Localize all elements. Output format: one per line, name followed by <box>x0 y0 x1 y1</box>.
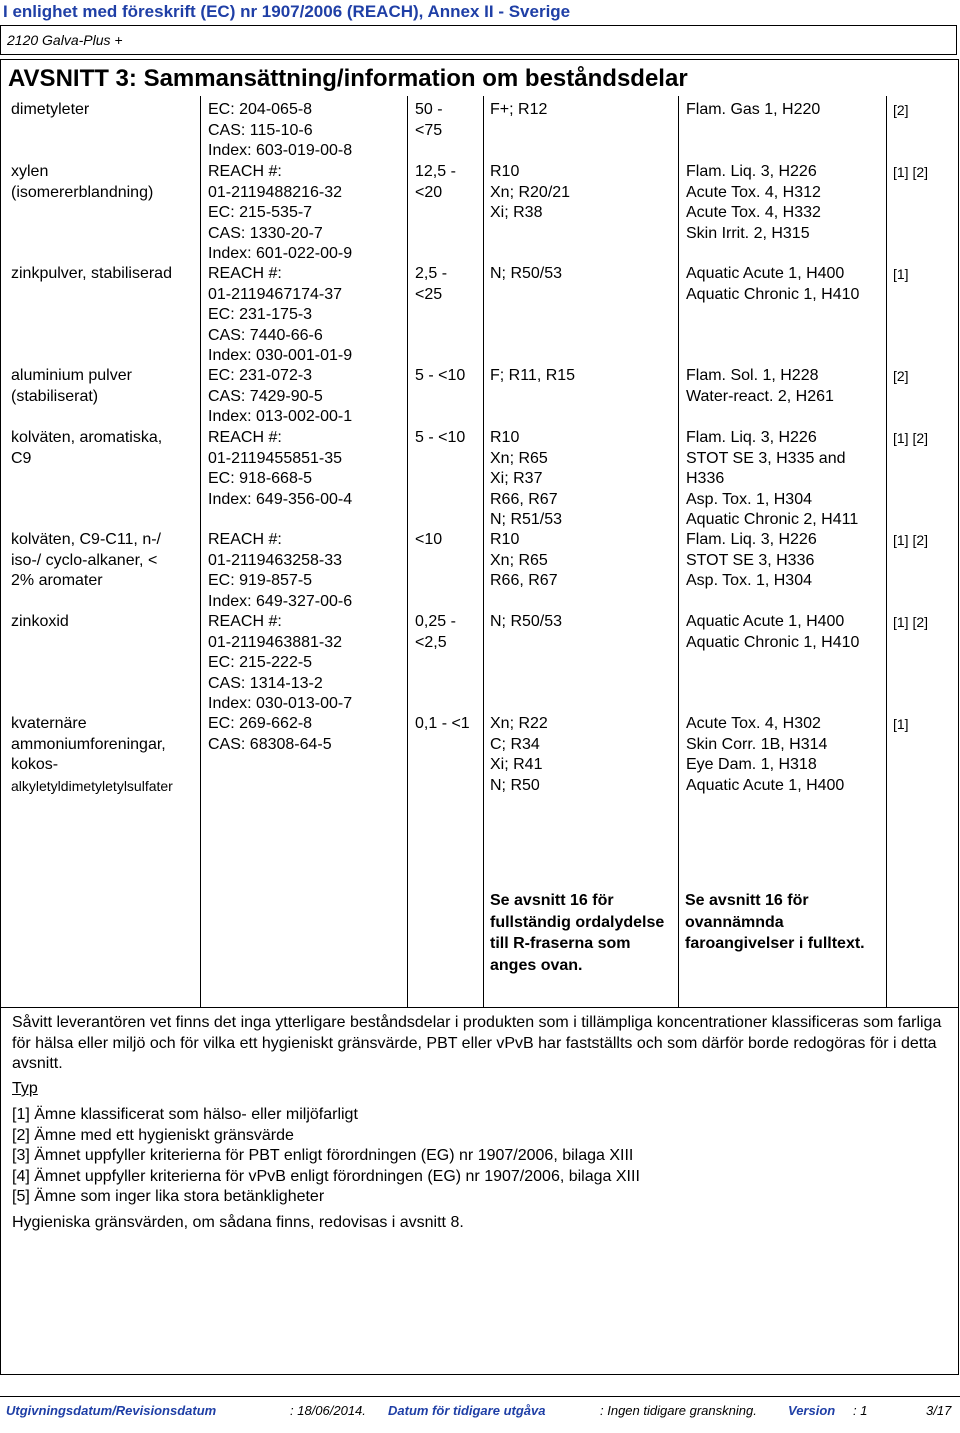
ingredient-name <box>11 612 69 633</box>
ingredient-r-phrases <box>490 100 547 121</box>
ingredient-r-phrases <box>490 530 558 592</box>
ingredient-r-phrases-line: R66, R67 <box>490 490 558 508</box>
ingredient-concentration-line: <25 <box>415 285 443 303</box>
ingredient-r-phrases <box>490 612 562 633</box>
ingredient-identifiers-line: 01-2119467174-37 <box>208 285 343 303</box>
ingredient-clp-classification-line: Aquatic Acute 1, H400 <box>686 776 845 794</box>
ingredient-r-phrases <box>490 366 575 387</box>
ingredient-type-ref: [1] <box>893 716 909 732</box>
ingredient-identifiers-line: CAS: 1330-20-7 <box>208 224 323 242</box>
ingredient-identifiers-line: EC: 215-535-7 <box>208 204 313 221</box>
page-number: 3/17 <box>926 1403 952 1418</box>
ingredient-identifiers <box>208 366 352 428</box>
ingredient-identifiers-line: REACH #: <box>208 429 282 446</box>
ingredient-identifiers-line: EC: 204-065-8 <box>208 101 313 118</box>
r-phrases-note: Se avsnitt 16 för fullständig ordalydelse till R-fraserna som anges ovan. <box>490 892 665 974</box>
column-divider <box>483 96 484 1008</box>
ingredient-concentration <box>415 162 456 203</box>
ingredient-identifiers-line: Index: 013-002-00-1 <box>208 408 353 425</box>
ingredient-clp-classification <box>686 428 858 531</box>
ingredient-concentration <box>415 428 465 449</box>
ingredient-concentration-line: 2,5 - <box>415 265 448 282</box>
ingredient-r-phrases-line: Xn; R20/21 <box>490 183 571 201</box>
ingredient-clp-classification-line: Skin Irrit. 2, H315 <box>686 224 810 242</box>
ingredient-identifiers-line: Index: 649-327-00-6 <box>208 592 353 610</box>
legend-item: [4] Ämnet uppfyller kriterierna för vPvB enligt förordningen (EG) nr 1907/2006, bilaga XIII <box>12 1167 640 1185</box>
ingredient-r-phrases-line: N; R50/53 <box>490 613 563 630</box>
ingredient-concentration <box>415 264 447 305</box>
table-bottom-line <box>0 1007 959 1008</box>
ingredient-name-line: kolväten, aromatiska, <box>11 429 163 446</box>
ingredient-r-phrases-line: Xn; R22 <box>490 715 548 732</box>
ingredient-r-phrases-line: Xn; R65 <box>490 551 548 569</box>
ingredient-identifiers-line: EC: 919-857-5 <box>208 572 313 589</box>
ingredient-name-line: (stabiliserat) <box>11 387 99 405</box>
ingredient-clp-classification-line: Acute Tox. 4, H332 <box>686 204 821 221</box>
ingredient-name <box>11 162 153 203</box>
ingredient-identifiers-line: REACH #: <box>208 265 282 282</box>
ingredient-identifiers-line: 01-2119488216-32 <box>208 183 343 201</box>
ingredient-name-line: 2% aromater <box>11 572 103 589</box>
ingredient-r-phrases-line: Xi; R38 <box>490 204 543 221</box>
ingredient-identifiers-line: Index: 603-019-00-8 <box>208 142 353 159</box>
ingredient-r-phrases-line: C; R34 <box>490 735 540 753</box>
document-header-title: I enlighet med föreskrift (EC) nr 1907/2006 (REACH), Annex II - Sverige <box>3 2 571 21</box>
ingredient-clp-classification-line: Flam. Gas 1, H220 <box>686 101 821 118</box>
ingredient-clp-classification <box>686 714 844 796</box>
ingredient-clp-classification-line: Flam. Liq. 3, H226 <box>686 429 817 446</box>
ingredient-clp-classification <box>686 100 820 121</box>
ingredient-identifiers-line: Index: 030-013-00-7 <box>208 695 353 712</box>
ingredient-r-phrases-line: R10 <box>490 163 520 180</box>
ingredient-r-phrases <box>490 428 562 531</box>
exposure-limits-note: Hygieniska gränsvärden, om sådana finns, redovisas i avsnitt 8. <box>12 1214 464 1231</box>
ingredient-name-line: C9 <box>11 449 32 467</box>
ingredient-clp-classification <box>686 366 834 407</box>
legend-item: [2] Ämne med ett hygieniskt gränsvärde <box>12 1126 294 1144</box>
ingredient-identifiers-line: EC: 231-175-3 <box>208 306 313 323</box>
ingredient-concentration-line: 12,5 - <box>415 163 456 180</box>
previous-date-value: : Ingen tidigare granskning. <box>600 1403 757 1418</box>
ingredient-clp-classification-line: Asp. Tox. 1, H304 <box>686 572 812 589</box>
ingredient-identifiers-line: CAS: 68308-64-5 <box>208 735 332 753</box>
ingredient-identifiers <box>208 428 352 510</box>
ingredient-name-line: kolväten, C9-C11, n-/ <box>11 531 161 548</box>
ingredient-name-line: kokos- <box>11 756 59 773</box>
additional-ingredients-statement: Såvitt leverantören vet finns det inga ytterligare beståndsdelar i produkten som i tillämpliga koncentrationer klassificeras som farliga för hälsa eller miljö och för vilka ett hygieniskt gränsvärde, PBT eller vPvB har fastställts och som därför borde redogöras för i detta avsnitt. <box>12 1014 942 1072</box>
column-divider <box>200 96 201 1008</box>
ingredient-identifiers-line: CAS: 115-10-6 <box>208 121 313 139</box>
ingredient-identifiers-line: REACH #: <box>208 163 282 180</box>
ingredient-concentration-line: 0,25 - <box>415 613 456 630</box>
ingredient-concentration-line: 5 - <10 <box>415 367 466 384</box>
ingredient-name-line: xylen <box>11 163 49 180</box>
ingredient-type-ref: [1] <box>893 266 909 282</box>
ingredient-name <box>11 428 162 469</box>
ingredient-clp-classification <box>686 530 817 592</box>
ingredient-concentration-line: 0,1 - <1 <box>415 715 470 732</box>
ingredient-identifiers <box>208 612 352 715</box>
ingredient-r-phrases-line: F; R11, R15 <box>490 367 576 384</box>
ingredient-clp-classification-line: Water-react. 2, H261 <box>686 387 834 405</box>
legend-item: [1] Ämne klassificerat som hälso- eller miljöfarligt <box>12 1106 358 1123</box>
ingredient-r-phrases-line: N; R50 <box>490 776 540 794</box>
ingredient-name-line: iso-/ cyclo-alkaner, < <box>11 551 158 569</box>
ingredient-type-ref: [2] <box>893 368 909 384</box>
ingredient-clp-classification-line: Acute Tox. 4, H302 <box>686 715 821 732</box>
ingredient-clp-classification-line: Flam. Liq. 3, H226 <box>686 163 817 180</box>
ingredient-name-line: ammoniumforeningar, <box>11 735 166 753</box>
ingredient-clp-classification-line: STOT SE 3, H335 and <box>686 449 846 467</box>
ingredient-concentration <box>415 100 443 141</box>
ingredient-clp-classification-line: Aquatic Acute 1, H400 <box>686 613 845 630</box>
ingredient-identifiers-line: REACH #: <box>208 613 282 630</box>
ingredient-r-phrases <box>490 162 570 224</box>
ingredient-type-ref: [2] <box>893 102 909 118</box>
ingredient-identifiers-line: Index: 649-356-00-4 <box>208 490 353 508</box>
ingredient-concentration-line: 5 - <10 <box>415 429 466 446</box>
ingredient-r-phrases-line: R10 <box>490 531 520 548</box>
ingredient-identifiers-line: EC: 215-222-5 <box>208 654 313 671</box>
ingredient-r-phrases-line: Xi; R41 <box>490 756 543 773</box>
ingredient-name <box>11 366 132 407</box>
ingredient-identifiers-line: EC: 269-662-8 <box>208 715 313 732</box>
ingredient-name-line: kvaternäre <box>11 715 87 732</box>
ingredient-clp-classification-line: Asp. Tox. 1, H304 <box>686 490 812 508</box>
ingredient-name-line: (isomererblandning) <box>11 183 154 201</box>
ingredient-identifiers <box>208 714 332 755</box>
ingredient-identifiers <box>208 530 352 612</box>
ingredient-r-phrases-line: Xn; R65 <box>490 449 548 467</box>
ingredient-identifiers <box>208 162 352 265</box>
ingredient-concentration-line: <10 <box>415 531 443 548</box>
ingredient-name-line: aluminium pulver <box>11 367 132 384</box>
ingredient-concentration-line: <20 <box>415 183 443 201</box>
ingredient-name-line: zinkoxid <box>11 613 69 630</box>
ingredient-identifiers-line: EC: 231-072-3 <box>208 367 313 384</box>
ingredient-r-phrases-line: Xi; R37 <box>490 470 543 487</box>
ingredient-identifiers-line: Index: 601-022-00-9 <box>208 245 353 262</box>
ingredient-identifiers-line: 01-2119463258-33 <box>208 551 343 569</box>
ingredient-r-phrases <box>490 264 562 285</box>
ingredient-identifiers-line: 01-2119463881-32 <box>208 633 343 651</box>
ingredient-r-phrases-line: N; R51/53 <box>490 511 563 528</box>
legend-item: [3] Ämnet uppfyller kriterierna för PBT enligt förordningen (EG) nr 1907/2006, bilaga XIII <box>12 1147 634 1164</box>
previous-date-label: Datum för tidigare utgåva <box>388 1403 546 1418</box>
ingredient-clp-classification-line: Aquatic Chronic 1, H410 <box>686 285 860 303</box>
ingredient-type-ref: [1] [2] <box>893 532 929 548</box>
ingredient-identifiers <box>208 264 352 367</box>
ingredient-identifiers <box>208 100 352 162</box>
ingredient-r-phrases-line: R10 <box>490 429 520 446</box>
ingredient-clp-classification <box>686 162 821 244</box>
ingredient-identifiers-line: CAS: 1314-13-2 <box>208 674 323 692</box>
ingredient-concentration <box>415 714 470 735</box>
ingredient-concentration-line: <2,5 <box>415 633 447 651</box>
ingredient-type-ref: [1] [2] <box>893 164 929 180</box>
ingredient-concentration <box>415 366 465 387</box>
ingredient-identifiers-line: REACH #: <box>208 531 282 548</box>
ingredient-clp-classification-line: Flam. Liq. 3, H226 <box>686 531 817 548</box>
section-title: AVSNITT 3: Sammansättning/information om beståndsdelar <box>8 65 688 92</box>
page-footer <box>0 1396 960 1426</box>
hazard-statements-note: Se avsnitt 16 för ovannämnda faroangivelser i fulltext. <box>685 892 865 952</box>
ingredient-name <box>11 714 173 796</box>
type-legend-heading: Typ <box>12 1080 38 1097</box>
ingredient-identifiers-line: EC: 918-668-5 <box>208 470 313 487</box>
ingredient-clp-classification-line: Aquatic Chronic 2, H411 <box>686 511 859 528</box>
ingredient-name-line: alkyletyldimetyletylsulfater <box>11 777 173 794</box>
ingredient-concentration-line: 50 - <box>415 101 443 118</box>
ingredient-identifiers-line: CAS: 7429-90-5 <box>208 387 323 405</box>
ingredient-concentration <box>415 530 442 551</box>
ingredient-name <box>11 530 161 592</box>
issue-date-label: Utgivningsdatum/Revisionsdatum <box>6 1403 217 1418</box>
ingredient-name-line: zinkpulver, stabiliserad <box>11 265 172 282</box>
ingredient-r-phrases-line: R66, R67 <box>490 572 558 589</box>
type-legend <box>12 1105 947 1208</box>
ingredient-clp-classification-line: Eye Dam. 1, H318 <box>686 756 817 773</box>
ingredient-clp-classification-line: Aquatic Chronic 1, H410 <box>686 633 860 651</box>
ingredient-identifiers-line: 01-2119455851-35 <box>208 449 343 467</box>
ingredient-r-phrases-line: N; R50/53 <box>490 265 563 282</box>
column-divider <box>407 96 408 1008</box>
ingredient-r-phrases <box>490 714 548 796</box>
ingredient-identifiers-line: Index: 030-001-01-9 <box>208 347 353 364</box>
ingredient-clp-classification <box>686 264 859 305</box>
version-label: Version <box>788 1403 836 1418</box>
ingredient-name-line: dimetyleter <box>11 101 90 118</box>
ingredient-clp-classification-line: H336 <box>686 470 725 487</box>
legend-item: [5] Ämne som inger lika stora betänkligheter <box>12 1188 325 1205</box>
issue-date-value: : 18/06/2014. <box>290 1403 366 1418</box>
ingredient-concentration <box>415 612 456 653</box>
product-name-box: 2120 Galva-Plus + <box>0 25 957 55</box>
ingredient-name <box>11 100 89 121</box>
column-divider <box>678 96 679 1008</box>
ingredient-type-ref: [1] [2] <box>893 614 929 630</box>
version-value: : 1 <box>853 1403 868 1418</box>
ingredient-name <box>11 264 172 285</box>
ingredient-clp-classification-line: Flam. Sol. 1, H228 <box>686 367 819 384</box>
column-divider <box>886 96 887 1008</box>
ingredient-clp-classification-line: Acute Tox. 4, H312 <box>686 183 821 201</box>
ingredient-clp-classification-line: Aquatic Acute 1, H400 <box>686 265 845 282</box>
ingredient-clp-classification-line: Skin Corr. 1B, H314 <box>686 735 828 753</box>
ingredient-type-ref: [1] [2] <box>893 430 929 446</box>
ingredient-identifiers-line: CAS: 7440-66-6 <box>208 326 323 344</box>
ingredient-concentration-line: <75 <box>415 121 443 139</box>
ingredient-clp-classification-line: STOT SE 3, H336 <box>686 551 815 569</box>
ingredient-clp-classification <box>686 612 859 653</box>
ingredient-r-phrases-line: F+; R12 <box>490 101 548 118</box>
